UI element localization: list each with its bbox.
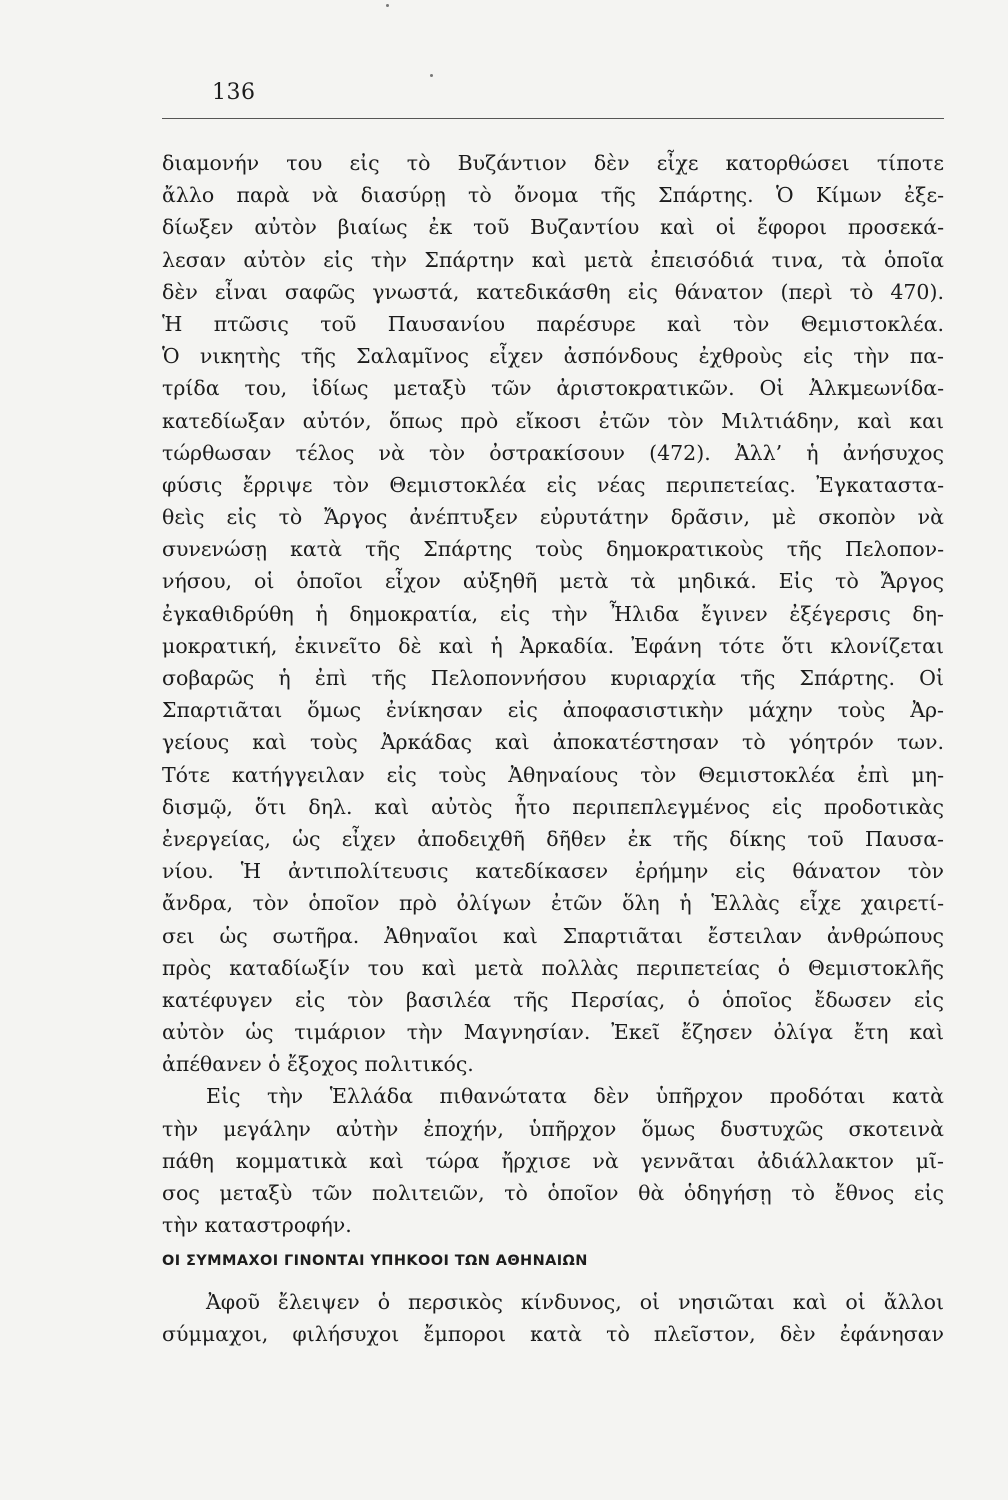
- text-line: γείους καὶ τοὺς Ἀρκάδας καὶ ἀποκατέστησαν τὸ γόητρόν των.: [162, 730, 944, 755]
- text-line: τρίδα του, ἰδίως μεταξὺ τῶν ἀριστοκρατικῶν. Οἱ Ἀλκμεωνίδα-: [162, 376, 944, 401]
- page-number: 136: [212, 80, 256, 105]
- text-line: τὴν καταστροφήν.: [162, 1213, 352, 1238]
- header-rule: [162, 118, 944, 119]
- text-line: Ἡ πτῶσις τοῦ Παυσανίου παρέσυρε καὶ τὸν Θεμιστοκλέα.: [162, 311, 944, 336]
- text-line: σοβαρῶς ἡ ἐπὶ τῆς Πελοποννήσου κυριαρχία τῆς Σπάρτης. Οἱ: [162, 666, 944, 690]
- section-text-block: [162, 1286, 944, 1350]
- text-line: νήσου, οἱ ὁποῖοι εἶχον αὐξηθῆ μετὰ τὰ μηδικά. Εἰς τὸ Ἄργος: [162, 569, 944, 594]
- text-line: πάθη κομματικὰ καὶ τώρα ἤρχισε νὰ γεννᾶται ἀδιάλλακτον μῖ-: [162, 1148, 944, 1173]
- text-line: ἄνδρα, τὸν ὁποῖον πρὸ ὀλίγων ἐτῶν ὅλη ἡ Ἑλλὰς εἶχε χαιρετί-: [162, 891, 944, 916]
- text-line: κατεδίωξαν αὐτόν, ὅπως πρὸ εἴκοσι ἐτῶν τὸν Μιλτιάδην, καὶ και: [162, 408, 944, 433]
- text-line: δὲν εἶναι σαφῶς γνωστά, κατεδικάσθη εἰς θάνατον (περὶ τὸ 470).: [162, 279, 944, 304]
- text-line: σύμμαχοι, φιλήσυχοι ἔμποροι κατὰ τὸ πλεῖστον, δὲν ἐφάνησαν: [162, 1322, 944, 1347]
- text-line: τὴν μεγάλην αὐτὴν ἐποχήν, ὑπῆρχον ὅμως δυστυχῶς σκοτεινὰ: [162, 1116, 944, 1141]
- text-line: κατέφυγεν εἰς τὸν βασιλέα τῆς Περσίας, ὁ ὁποῖος ἔδωσεν εἰς: [162, 987, 944, 1012]
- text-line: Εἰς τὴν Ἑλλάδα πιθανώτατα δὲν ὑπῆρχον προδόται κατὰ: [206, 1084, 944, 1109]
- text-line: δίωξεν αὐτὸν βιαίως ἐκ τοῦ Βυζαντίου καὶ οἱ ἔφοροι προσεκά-: [162, 215, 944, 240]
- text-line: Σπαρτιᾶται ὅμως ἐνίκησαν εἰς ἀποφασιστικὴν μάχην τοὺς Ἀρ-: [162, 698, 944, 723]
- section-heading: ΟΙ ΣΥΜΜΑΧΟΙ ΓΙΝΟΝΤΑΙ ΥΠΗΚΟΟΙ ΤΩΝ ΑΘΗΝΑΙΩΝ: [162, 1253, 588, 1269]
- text-line: φύσις ἔρριψε τὸν Θεμιστοκλέα εἰς νέας περιπετείας. Ἐγκαταστα-: [162, 472, 944, 497]
- text-line: ἐνεργείας, ὡς εἶχεν ἀποδειχθῆ δῆθεν ἐκ τῆς δίκης τοῦ Παυσα-: [162, 826, 944, 851]
- text-line: Τότε κατήγγειλαν εἰς τοὺς Ἀθηναίους τὸν Θεμιστοκλέα ἐπὶ μη-: [162, 762, 944, 787]
- text-line: ἐγκαθιδρύθη ἡ δημοκρατία, εἰς τὴν Ἦλιδα ἔγινεν ἐξέγερσις δη-: [162, 601, 944, 626]
- text-line: ἄλλο παρὰ νὰ διασύρῃ τὸ ὄνομα τῆς Σπάρτης. Ὁ Κίμων ἐξε-: [162, 183, 944, 208]
- text-line: αὐτὸν ὡς τιμάριον τὴν Μαγνησίαν. Ἐκεῖ ἔζησεν ὀλίγα ἔτη καὶ: [162, 1020, 944, 1045]
- text-line: Ἀφοῦ ἔλειψεν ὁ περσικὸς κίνδυνος, οἱ νησιῶται καὶ οἱ ἄλλοι: [206, 1290, 944, 1314]
- text-line: μοκρατική, ἐκινεῖτο δὲ καὶ ἡ Ἀρκαδία. Ἐφάνη τότε ὅτι κλονίζεται: [162, 633, 944, 658]
- text-line: διαμονήν του εἰς τὸ Βυζάντιον δὲν εἶχε κατορθώσει τίποτε: [162, 151, 944, 175]
- text-line: ἀπέθανεν ὁ ἔξοχος πολιτικός.: [162, 1052, 474, 1077]
- text-line: σει ὡς σωτῆρα. Ἀθηναῖοι καὶ Σπαρτιᾶται ἔστειλαν ἀνθρώπους: [162, 923, 944, 948]
- main-text-block: [162, 147, 944, 1241]
- text-line: πρὸς καταδίωξίν του καὶ μετὰ πολλὰς περιπετείας ὁ Θεμιστοκλῆς: [162, 955, 944, 980]
- text-line: τώρθωσαν τέλος νὰ τὸν ὀστρακίσουν (472). Ἀλλ’ ἡ ἀνήσυχος: [162, 440, 944, 465]
- print-speck: [430, 74, 433, 77]
- text-line: συνενώσῃ κατὰ τῆς Σπάρτης τοὺς δημοκρατικοὺς τῆς Πελοπον-: [162, 537, 944, 562]
- text-line: θεὶς εἰς τὸ Ἄργος ἀνέπτυξεν εὐρυτάτην δρᾶσιν, μὲ σκοπὸν νὰ: [162, 505, 944, 530]
- text-line: σος μεταξὺ τῶν πολιτειῶν, τὸ ὁποῖον θὰ ὁδηγήσῃ τὸ ἔθνος εἰς: [162, 1181, 944, 1205]
- text-line: νίου. Ἡ ἀντιπολίτευσις κατεδίκασεν ἐρήμην εἰς θάνατον τὸν: [162, 859, 944, 884]
- text-line: λεσαν αὐτὸν εἰς τὴν Σπάρτην καὶ μετὰ ἐπεισόδιά τινα, τὰ ὁποῖα: [162, 247, 944, 272]
- text-line: δισμῷ, ὅτι δηλ. καὶ αὐτὸς ἦτο περιπεπλεγμένος εἰς προδοτικὰς: [162, 794, 944, 819]
- print-speck: [386, 4, 389, 7]
- text-line: Ὁ νικητὴς τῆς Σαλαμῖνος εἶχεν ἀσπόνδους ἐχθροὺς εἰς τὴν πα-: [162, 344, 944, 369]
